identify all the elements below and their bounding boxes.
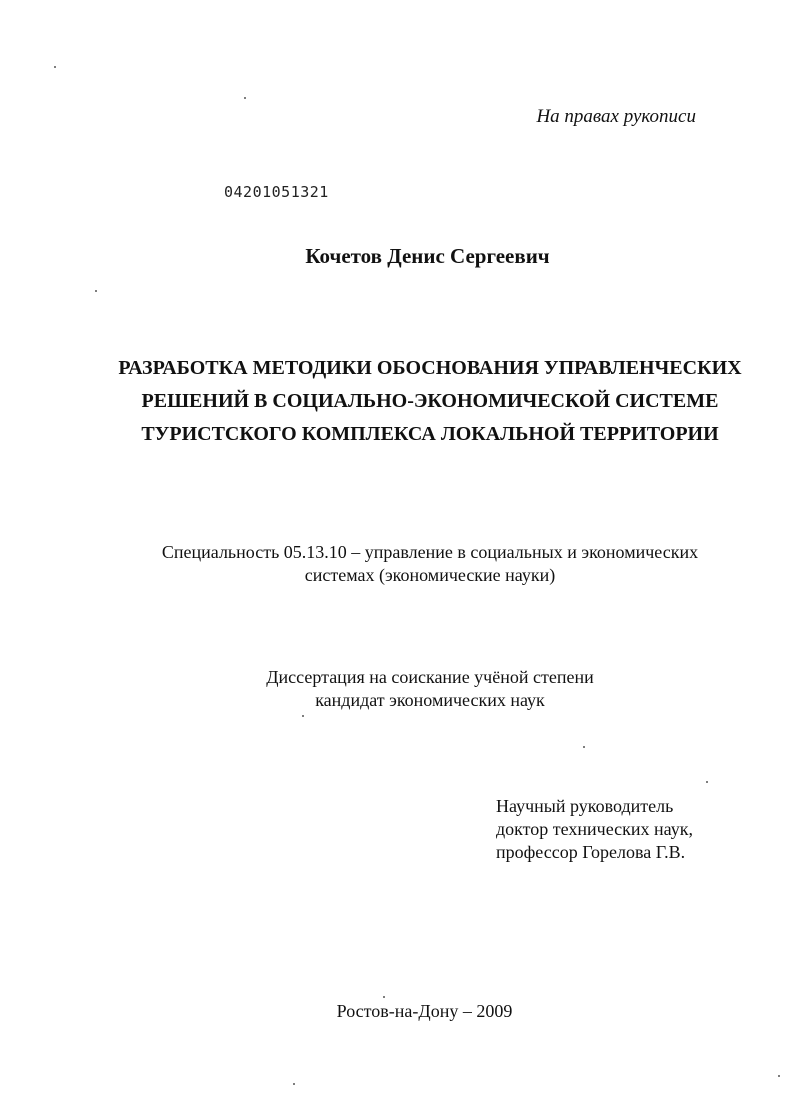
specialty-line-2: системах (экономические науки) <box>304 565 556 585</box>
scan-speck <box>383 996 385 998</box>
scan-speck <box>302 715 304 717</box>
scan-speck <box>293 1083 295 1085</box>
scan-speck <box>244 97 246 99</box>
degree-line-1: Диссертация на соискание учёной степени <box>266 667 594 687</box>
dissertation-title <box>100 352 760 451</box>
catalog-number: 04201051321 <box>224 183 329 201</box>
scan-speck <box>95 290 97 292</box>
supervisor-line-3: профессор Горелова Г.В. <box>496 842 686 862</box>
degree-block <box>200 666 660 712</box>
specialty-block <box>120 541 740 587</box>
rights-note: На правах рукописи <box>536 106 696 127</box>
place-and-year: Ростов-на-Дону – 2009 <box>336 1001 513 1021</box>
scan-speck <box>54 66 56 68</box>
supervisor-block <box>496 795 693 864</box>
title-line-3: ТУРИСТСКОГО КОМПЛЕКСА ЛОКАЛЬНОЙ ТЕРРИТОРИИ <box>141 423 719 445</box>
scan-speck <box>778 1075 780 1077</box>
supervisor-line-1: Научный руководитель <box>496 796 674 816</box>
supervisor-line-2: доктор технических наук, <box>496 819 693 839</box>
degree-line-2: кандидат экономических наук <box>315 690 545 710</box>
author-name: Кочетов Денис Сергеевич <box>305 244 550 268</box>
title-line-2: РЕШЕНИЙ В СОЦИАЛЬНО-ЭКОНОМИЧЕСКОЙ СИСТЕМЕ <box>141 390 719 412</box>
scan-speck <box>583 746 585 748</box>
scan-speck <box>706 781 708 783</box>
title-line-1: РАЗРАБОТКА МЕТОДИКИ ОБОСНОВАНИЯ УПРАВЛЕНЧЕСКИХ <box>118 357 742 379</box>
specialty-line-1: Специальность 05.13.10 – управление в социальных и экономических <box>161 542 699 562</box>
